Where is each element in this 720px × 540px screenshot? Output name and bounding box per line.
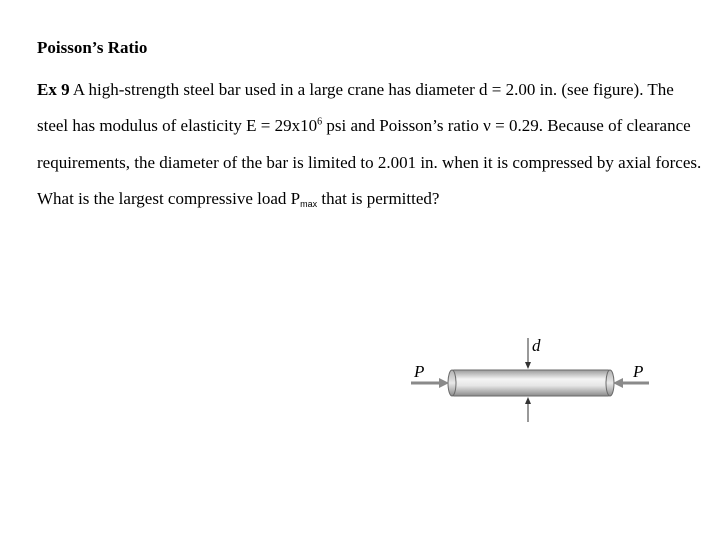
left-load-label: P	[414, 362, 425, 381]
subscript-max: max	[300, 199, 318, 210]
diameter-arrow-bottom	[525, 397, 531, 422]
problem-text-part-3: that is permitted?	[317, 189, 440, 209]
problem-text-part-1: A high-strength steel bar used in a large crane has diameter d = 2.00 in. (see figure). The steel has modulus of elasticity E = 29x10	[37, 80, 674, 136]
exponent: 6	[317, 116, 323, 128]
right-load-arrow	[613, 378, 649, 388]
page-title: Poisson’s Ratio	[37, 38, 148, 57]
diameter-arrow-top	[525, 338, 531, 369]
right-load-label: P	[633, 362, 644, 381]
problem-text-part-2: psi and Poisson’s ratio ν = 0.29. Because of clearance requirements, the diameter of the bar is limited to 2.001 in. when it is compressed by axial forces. What is the largest compressive load P	[37, 116, 702, 209]
bar-figure	[405, 332, 650, 427]
bar-right-end	[606, 370, 614, 396]
diameter-label: d	[532, 336, 541, 355]
problem-statement	[37, 72, 707, 218]
steel-bar	[451, 370, 611, 396]
bar-left-end	[448, 370, 456, 396]
example-label: Ex 9	[37, 80, 70, 99]
